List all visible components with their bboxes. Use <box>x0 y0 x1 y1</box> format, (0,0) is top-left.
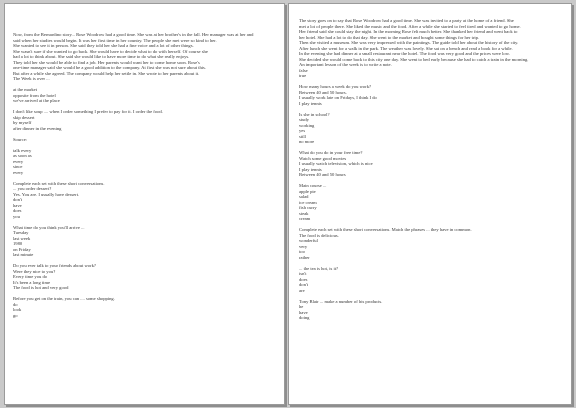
text-line: steak <box>299 210 309 216</box>
text-line: Yes. You are. I usually have dessert. <box>13 191 80 197</box>
text-line: do <box>13 301 18 307</box>
text-line: every <box>13 169 24 175</box>
text-line: talk every <box>13 147 32 153</box>
text-line: Complete each set with these short conversations. <box>13 180 105 186</box>
text-line: after dinner in the evening <box>13 125 62 131</box>
text-line: The food is delicious. <box>299 232 339 238</box>
text-line: isn't <box>299 271 307 276</box>
text-line: Then she visited a museum. She was very impressed with the paintings. The guide told her about the history of the city. <box>299 40 519 45</box>
text-line: The food is hot and very good <box>13 285 69 290</box>
text-line: look <box>13 307 22 312</box>
text-line: on Friday <box>13 246 31 252</box>
text-line: In the evening she had dinner at a small restaurant near the hotel. The food was very good and the prices were low. <box>299 51 510 56</box>
text-line: met a lot of people there. She liked the music and the food. After a while she started to feel tired and wanted to go home. <box>299 23 521 29</box>
text-line: Were they nice to you? <box>13 268 56 274</box>
text-line: one-time manager said she would be a good addition to the company. At first she was not sure about this. <box>13 65 206 70</box>
document-page-1 <box>4 3 285 405</box>
text-line: wonderful <box>299 238 318 243</box>
page-1-text <box>13 32 278 318</box>
text-line: doing <box>299 315 310 320</box>
text-line: I play tennis <box>299 166 322 172</box>
text-line: ice cream <box>299 199 317 205</box>
text-line: What do you do in your free time? <box>299 150 363 155</box>
text-line: cream <box>299 216 311 221</box>
text-line: Now, from the Bernardino story... Rose Woodrow had a good time. She was at her brother's in the fall. Her manager was at her and <box>13 32 254 37</box>
text-line: every <box>13 158 24 164</box>
text-line: Between 40 and 50 hours <box>299 172 346 177</box>
text-line: I don't like soup .... when I order something I prefer to pay for it. I order the food. <box>13 109 163 114</box>
text-line: She decided she would come back to this city one day. She went to bed early because she had to catch a train in the morning. <box>299 56 529 62</box>
text-line: don't <box>299 282 308 287</box>
text-line: fish curry <box>299 205 317 210</box>
text-line: had a lot to think about. She said she would like to have more time to do what she really enjoys. <box>13 54 190 59</box>
text-line: Do you ever talk to your friends about work? <box>13 263 96 268</box>
text-line: But after a while she agreed. The company would help her settle in. She wrote to her parents about it. <box>13 70 200 76</box>
text-line: She wasn't sure if she wanted to go back. She would have to decide what to do with herself. Of course she <box>13 48 208 54</box>
text-line: The story goes on to say that Rose Woodrow had a good time. She was invited to a party at the home of a friend. She <box>299 18 514 23</box>
text-line: An important lesson of the week is to write a note. <box>299 62 392 67</box>
text-line: I usually work late on Fridays, I think I do <box>299 95 377 100</box>
text-line: After lunch she went for a walk in the park. The weather was lovely. She sat on a bench and read a book for a while. <box>299 45 513 51</box>
text-line: since <box>13 164 23 169</box>
text-line: said when her studies would begin. It was her first time in her country. The people she met were so kind to her. <box>13 37 217 43</box>
text-line: false <box>299 67 308 73</box>
text-line: at the market <box>13 87 37 92</box>
text-line: we've arrived at the place <box>13 98 60 103</box>
text-line: rather <box>299 254 310 260</box>
text-line: Source: <box>13 136 28 142</box>
text-line: Between 40 and 50 hours. <box>299 89 347 95</box>
text-line: I usually watch television, which is nice <box>299 161 373 166</box>
text-line: Complete each set with these short conversations. Match the phrases ... they have in common. <box>299 227 472 232</box>
text-line: by myself <box>13 120 32 125</box>
text-line: They told her she would be able to find a job. Her parents would want her to come home soon. Rose's <box>13 59 200 65</box>
text-line: Her friend said she could stay the night. In the morning Rose felt much better. She thanked her friend and went back to <box>299 29 518 34</box>
text-line: It's been a long time <box>13 279 51 285</box>
text-line: no more <box>299 139 315 144</box>
text-line: very <box>299 243 308 249</box>
text-line: Main course ... <box>299 183 327 188</box>
text-line: as soon as <box>13 153 32 158</box>
text-line: does <box>13 208 22 213</box>
text-line: What time do you think you'll arrive ... <box>13 224 85 230</box>
text-line: ... you order dessert? <box>13 186 52 191</box>
text-line: yes <box>299 128 306 133</box>
text-line: her hotel. She had a lot to do that day. She went to the market and bought some things for her trip. <box>299 34 480 40</box>
text-line: last week <box>13 235 31 241</box>
text-line: last minute <box>13 252 34 257</box>
text-line: study <box>299 117 309 122</box>
text-line: working <box>299 122 315 128</box>
text-line: does <box>299 276 308 282</box>
text-line: Watch some good movies <box>299 155 347 161</box>
text-line: are <box>299 287 305 293</box>
text-line: you <box>13 213 20 219</box>
text-line: She wanted to see it in person. She said they told her she had a fine voice and a lot of other things. <box>13 43 194 48</box>
text-line: salad <box>299 194 309 199</box>
text-line: skip dessert <box>13 114 35 120</box>
page-2-text <box>299 18 565 321</box>
text-line: The Week is over ... <box>13 76 50 81</box>
text-line: Tony Blair ... make a number of his products. <box>299 298 383 304</box>
document-page-2 <box>288 3 572 405</box>
text-line: Tuesday <box>13 230 29 235</box>
text-line: Every time you do <box>13 274 48 279</box>
text-line: have <box>13 202 22 208</box>
text-line: don't <box>13 197 22 202</box>
text-line: 1980 <box>13 241 23 246</box>
text-line: I play tennis <box>299 100 322 106</box>
text-line: true <box>299 73 307 78</box>
text-line: apple pie <box>299 188 316 194</box>
text-line: he <box>299 304 304 309</box>
text-line: too <box>299 249 305 254</box>
text-line: opposite from the hotel <box>13 92 56 98</box>
text-line: still <box>299 133 306 139</box>
text-line: Before you get on the train, you can .... some shopping. <box>13 296 115 301</box>
text-line: have <box>299 309 308 315</box>
text-line: Is she in school? <box>299 111 330 117</box>
text-line: ... the tea is hot, is it? <box>299 265 339 271</box>
text-line: go <box>13 312 18 318</box>
text-line: How many hours a week do you work? <box>299 84 372 89</box>
